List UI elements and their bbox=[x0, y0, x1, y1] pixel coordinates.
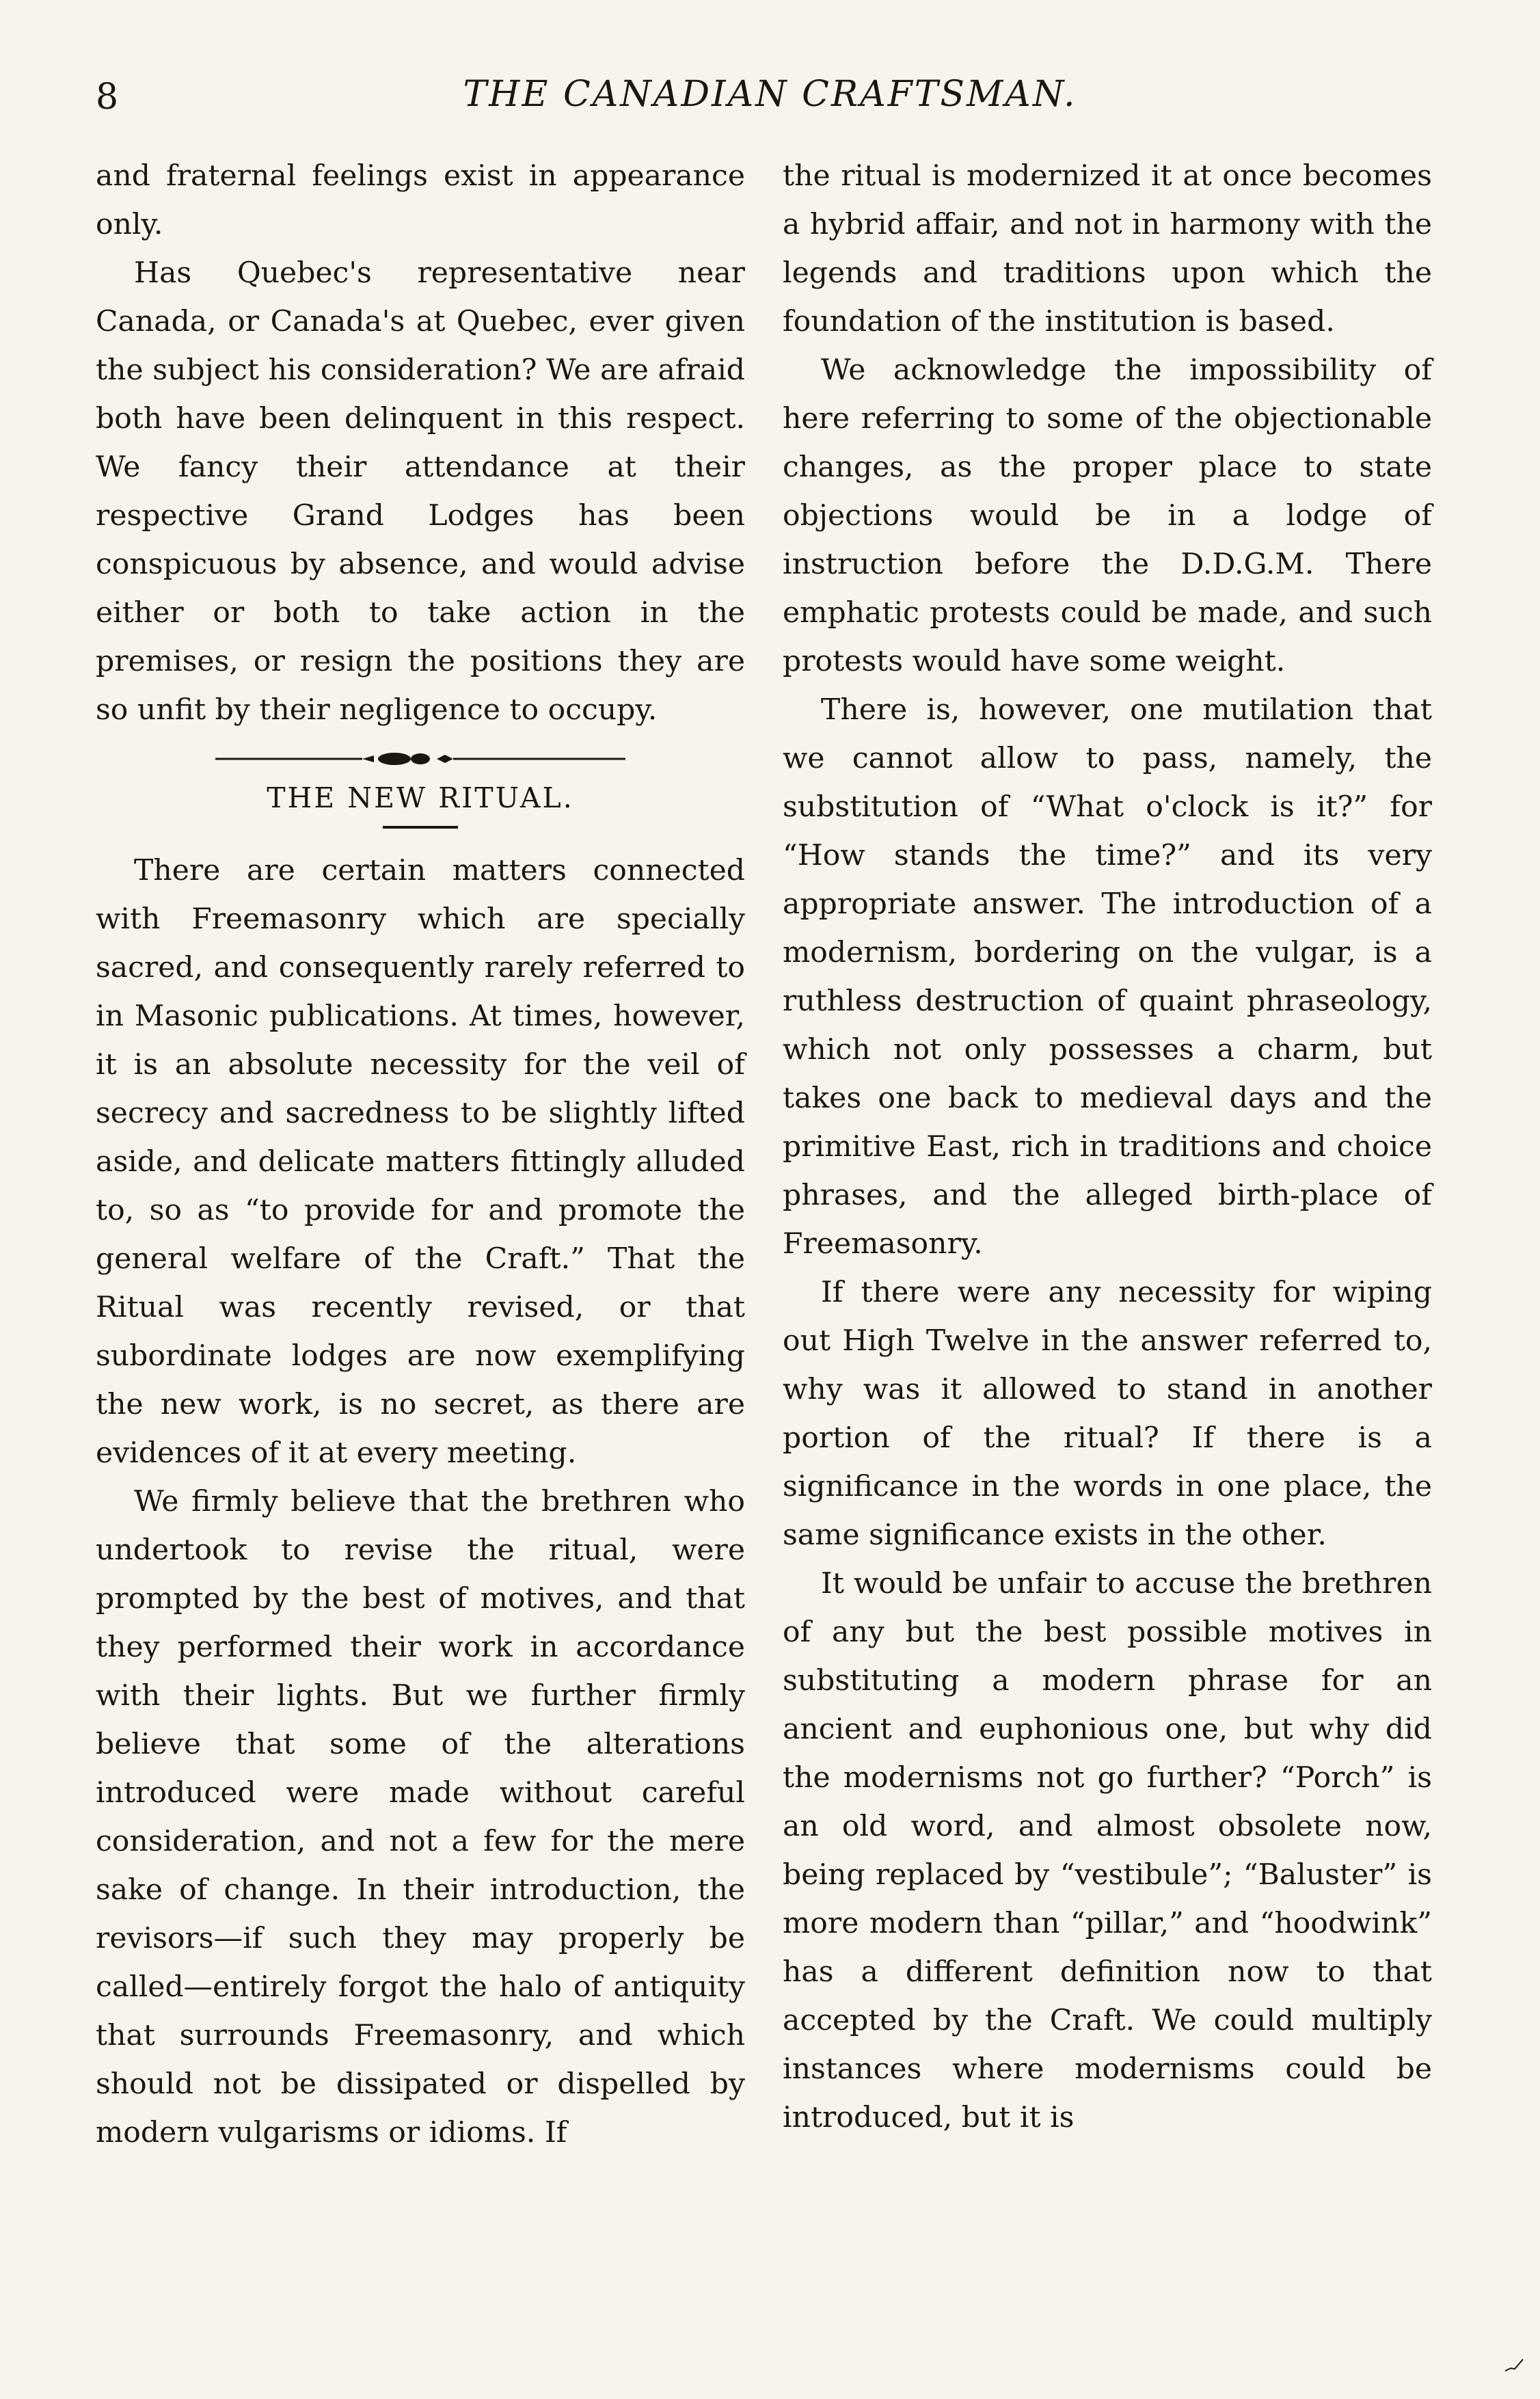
right-column bbox=[783, 152, 1432, 2142]
section-divider-ornament bbox=[215, 749, 625, 768]
page-number: 8 bbox=[96, 77, 119, 118]
paragraph: Has Quebec's representative near Canada, or Canada's at Quebec, ever given the subject his consideration? We are afraid both have been delinquent in this respect. We fancy their attendance at their respective Grand Lodges has been conspicuous by absence, and would advise either or both to take action in the premises, or resign the positions they are so unfit by their negligence to occupy. bbox=[96, 256, 745, 727]
paragraph: If there were any necessity for wiping out High Twelve in the answer referred to, why was it allowed to stand in another portion of the ritual? If there is a significance in the words in one place, the same significance exists in the other. bbox=[783, 1276, 1432, 1552]
section-heading: THE NEW RITUAL. bbox=[267, 781, 574, 814]
paragraph: There are certain matters connected with Freemasonry which are specially sacred, and consequently rarely referred to in Masonic publications. At times, however, it is an absolute necessity for the veil of secrecy and sacredness to be slightly lifted aside, and delicate matters fittingly alluded to, so as “to provide for and promote the general welfare of the Craft.” That the Ritual was recently revised, or that subordinate lodges are now exemplifying the new work, is no secret, as there are evidences of it at every meeting. bbox=[96, 854, 745, 1470]
paragraph: and fraternal feelings exist in appearance only. bbox=[96, 159, 745, 241]
paragraph: It would be unfair to accuse the brethren of any but the best possible motives in substituting a modern phrase for an ancient and euphonious one, but why did the modernisms not go further? “Porch” is an old word, and almost obsolete now, being replaced by “vestibule”; “Baluster” is more modern than “pillar,” and “hoodwink” has a different definition now to that accepted by the Craft. We could multiply instances where modernisms could be introduced, but it is bbox=[783, 1567, 1432, 2134]
paragraph: There is, however, one mutilation that we cannot allow to pass, namely, the substitution of “What o'clock is it?” for “How stands the time?” and its very appropriate answer. The introduction of a modernism, bordering on the vulgar, is a ruthless destruction of quaint phraseology, which not only possesses a charm, but takes one back to medieval days and the primitive East, rich in traditions and choice phrases, and the alleged birth-place of Freemasonry. bbox=[783, 693, 1432, 1261]
printer-mark-icon bbox=[1504, 2357, 1524, 2374]
running-title: THE CANADIAN CRAFTSMAN. bbox=[463, 74, 1077, 115]
heading-rule bbox=[383, 826, 458, 829]
paragraph: We firmly believe that the brethren who undertook to revise the ritual, were prompted by the best of motives, and that they performed their work in accordance with their lights. But we further firmly believe that some of the alterations introduced were made without careful consideration, and not a few for the mere sake of change. In their introduction, the revisors—if such they may properly be called—entirely forgot the halo of antiquity that surrounds Freemasonry, and which should not be dissipated or dispelled by modern vulgarisms or idioms. If bbox=[96, 1485, 745, 2149]
paragraph: the ritual is modernized it at once becomes a hybrid affair, and not in harmony with the legends and traditions upon which the foundation of the institution is based. bbox=[783, 159, 1432, 338]
paragraph: We acknowledge the impossibility of here referring to some of the objectionable changes, as the proper place to state objections would be in a lodge of instruction before the D.D.G.M. There emphatic protests could be made, and such protests would have some weight. bbox=[783, 353, 1432, 678]
left-column bbox=[96, 152, 745, 2157]
